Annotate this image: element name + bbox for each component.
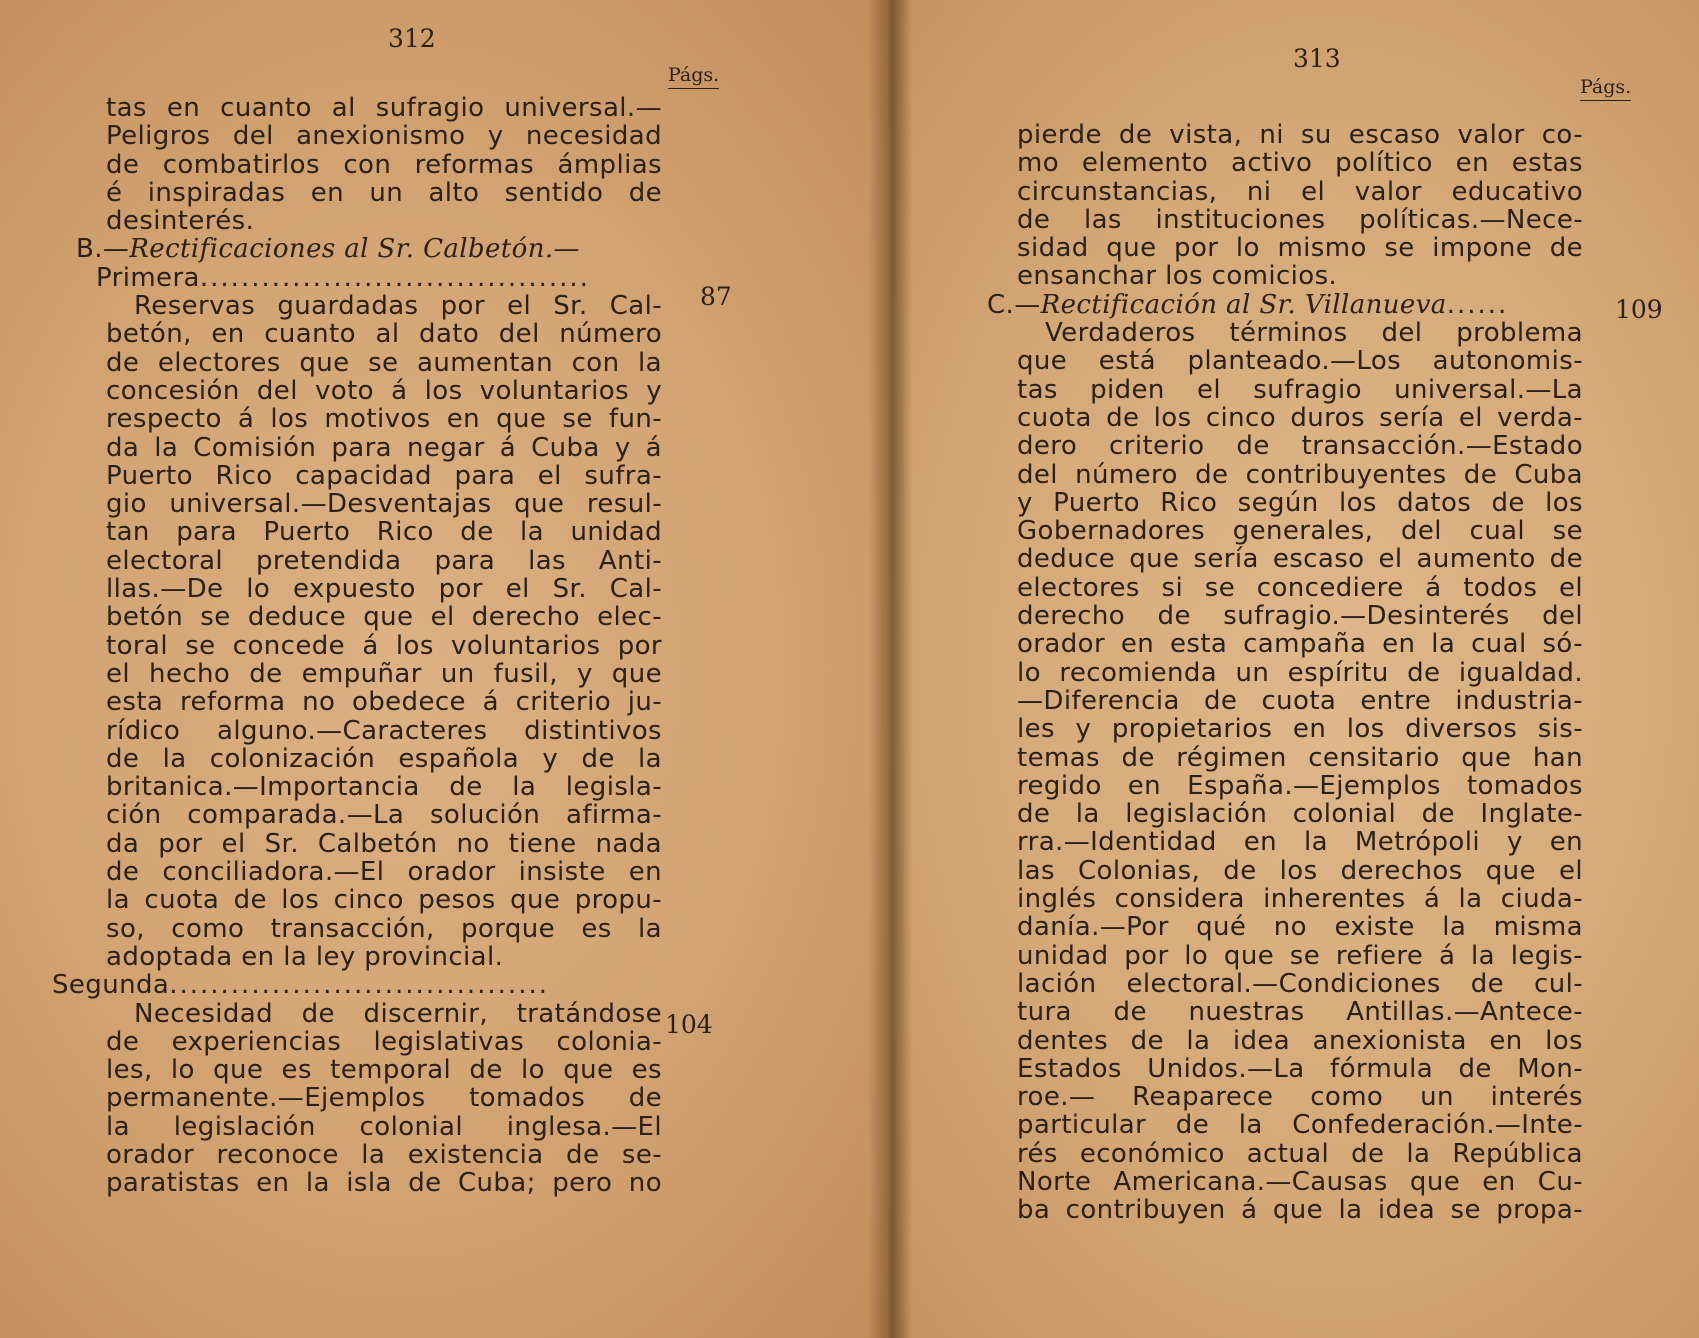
text-line: dero criterio de transacción.—Estado: [1017, 431, 1583, 462]
text-line: ensanchar los comicios.: [1017, 261, 1338, 292]
text-line: betón se deduce que el derecho elec-: [106, 602, 662, 633]
text-line: deduce que sería escaso el aumento de: [1017, 544, 1583, 575]
text-line: gio universal.—Desventajas que resul-: [106, 489, 662, 520]
text-line: mo elemento activo político en estas: [1017, 148, 1583, 179]
text-line: —Diferencia de cuota entre industria-: [1017, 685, 1583, 716]
text-line: particular de la Confederación.—Inte-: [1017, 1110, 1583, 1141]
text-line: de experiencias legislativas colonia-: [106, 1026, 662, 1057]
text-line: concesión del voto á los voluntarios y: [106, 375, 662, 406]
text-line: desinterés.: [106, 206, 255, 237]
text-line: ción comparada.—La solución afirma-: [106, 800, 662, 831]
primera-entry: [96, 264, 662, 292]
segunda-label: Segunda: [52, 970, 170, 1001]
text-line: regido en España.—Ejemplos tomados: [1017, 770, 1583, 801]
text-line: llas.—De lo expuesto por el Sr. Cal-: [106, 574, 662, 605]
text-line: de combatirlos con reformas ámplias: [106, 149, 662, 180]
right-page-number: 313: [1293, 44, 1341, 73]
text-line: Puerto Rico capacidad para el sufra-: [106, 460, 662, 491]
text-line: de electores que se aumentan con la: [106, 347, 662, 378]
text-line: el hecho de empuñar un fusil, y que: [106, 658, 662, 689]
text-line: del número de contribuyentes de Cuba: [1017, 459, 1583, 490]
section-b-title: Rectificaciones al Sr. Calbetón.—: [129, 234, 580, 265]
text-line: danía.—Por qué no existe la misma: [1017, 912, 1583, 943]
text-line: las Colonias, de los derechos que el: [1017, 855, 1583, 886]
section-c-dot-leader: ......: [1446, 290, 1509, 320]
text-line: tas piden el sufragio universal.—La: [1017, 374, 1583, 405]
text-line: permanente.—Ejemplos tomados de: [106, 1083, 662, 1114]
text-line: de la colonización española y de la: [106, 743, 662, 774]
text-line: rídico alguno.—Caracteres distintivos: [106, 715, 662, 746]
text-line: les y propietarios en los diversos sis-: [1017, 714, 1583, 745]
left-pags-header: Págs.: [668, 64, 719, 89]
text-line: Norte Americana.—Causas que en Cu-: [1017, 1166, 1583, 1197]
text-line: adoptada en la ley provincial.: [106, 941, 504, 972]
section-c-page-ref: 109: [1615, 295, 1663, 324]
text-line: Gobernadores generales, del cual se: [1017, 516, 1583, 547]
text-line: que está planteado.—Los autonomis-: [1017, 346, 1583, 377]
text-line: les, lo que es temporal de lo que es: [106, 1055, 662, 1086]
text-line: so, como transacción, porque es la: [106, 913, 662, 944]
text-line: ba contribuyen á que la idea se propa-: [1017, 1195, 1583, 1226]
primera-label: Primera: [96, 262, 200, 293]
text-line: Necesidad de discernir, tratándose: [134, 998, 662, 1029]
book-gutter: [868, 0, 912, 1338]
segunda-entry: [52, 971, 640, 999]
text-line: da la Comisión para negar á Cuba y á: [106, 432, 662, 463]
text-line: tura de nuestras Antillas.—Antece-: [1017, 997, 1583, 1028]
text-line: betón, en cuanto al dato del número: [106, 319, 662, 350]
text-line: la cuota de los cinco pesos que propu-: [106, 885, 662, 916]
text-line: tas en cuanto al sufragio universal.—: [106, 93, 662, 123]
text-line: da por el Sr. Calbetón no tiene nada: [106, 828, 662, 859]
text-line: temas de régimen censitario que han: [1017, 742, 1583, 773]
section-c-heading: [987, 291, 1583, 319]
text-line: sidad que por lo mismo se impone de: [1017, 233, 1583, 264]
text-line: britanica.—Importancia de la legisla-: [106, 772, 662, 803]
text-line: derecho de sufragio.—Desinterés del: [1017, 601, 1583, 632]
primera-page-ref: 87: [700, 282, 732, 311]
text-line: orador en esta campaña en la cual só-: [1017, 629, 1583, 660]
section-b-label: B.—: [76, 234, 130, 265]
right-pags-header: Págs.: [1580, 76, 1631, 101]
text-line: y Puerto Rico según los datos de los: [1017, 487, 1583, 518]
segunda-dot-leader: .....................................: [169, 971, 549, 1000]
text-line: roe.— Reaparece como un interés: [1017, 1082, 1583, 1113]
text-line: Estados Unidos.—La fórmula de Mon-: [1017, 1053, 1583, 1084]
right-text-column: [987, 120, 1583, 1226]
text-line: rra.—Identidad en la Metrópoli y en: [1017, 827, 1583, 858]
text-line: Peligros del anexionismo y necesidad: [106, 121, 662, 152]
text-line: cuota de los cinco duros sería el verda-: [1017, 402, 1583, 433]
text-line: esta reforma no obedece á criterio ju-: [106, 687, 662, 718]
text-line: rés económico actual de la República: [1017, 1138, 1583, 1169]
text-line: de conciliadora.—El orador insiste en: [106, 857, 662, 888]
section-c-title: Rectificación al Sr. Villanueva: [1040, 289, 1447, 320]
section-c-label: C.—: [987, 289, 1041, 320]
text-line: paratistas en la isla de Cuba; pero no: [106, 1168, 662, 1199]
text-line: tan para Puerto Rico de la unidad: [106, 517, 662, 548]
text-line: respecto á los motivos en que se fun-: [106, 404, 662, 435]
text-line: electores si se concediere á todos el: [1017, 572, 1583, 603]
right-page: [885, 0, 1699, 1338]
text-line: Reservas guardadas por el Sr. Cal-: [134, 291, 662, 322]
left-text-column: [52, 93, 662, 1199]
section-b-heading: [76, 235, 662, 263]
primera-dot-leader: ......................................: [199, 263, 590, 293]
left-page-number: 312: [388, 24, 436, 53]
segunda-page-ref: 104: [665, 1010, 713, 1039]
text-line: dentes de la idea anexionista en los: [1017, 1025, 1583, 1056]
text-line: toral se concede á los voluntarios por: [106, 630, 662, 661]
text-line: circunstancias, ni el valor educativo: [1017, 176, 1583, 207]
text-line: lo recomienda un espíritu de igualdad.: [1017, 657, 1583, 688]
text-line: Verdaderos términos del problema: [1045, 318, 1583, 349]
text-line: de la legislación colonial de Inglate-: [1017, 799, 1583, 830]
text-line: unidad por lo que se refiere á la legis-: [1017, 940, 1583, 971]
text-line: é inspiradas en un alto sentido de: [106, 177, 662, 208]
text-line: pierde de vista, ni su escaso valor co-: [1017, 120, 1583, 150]
text-line: orador reconoce la existencia de se-: [106, 1139, 662, 1170]
text-line: lación electoral.—Condiciones de cul-: [1017, 968, 1583, 999]
text-line: inglés considera inherentes á la ciuda-: [1017, 884, 1583, 915]
text-line: electoral pretendida para las Anti-: [106, 545, 662, 576]
text-line: de las instituciones políticas.—Nece-: [1017, 204, 1583, 235]
text-line: la legislación colonial inglesa.—El: [106, 1111, 662, 1142]
